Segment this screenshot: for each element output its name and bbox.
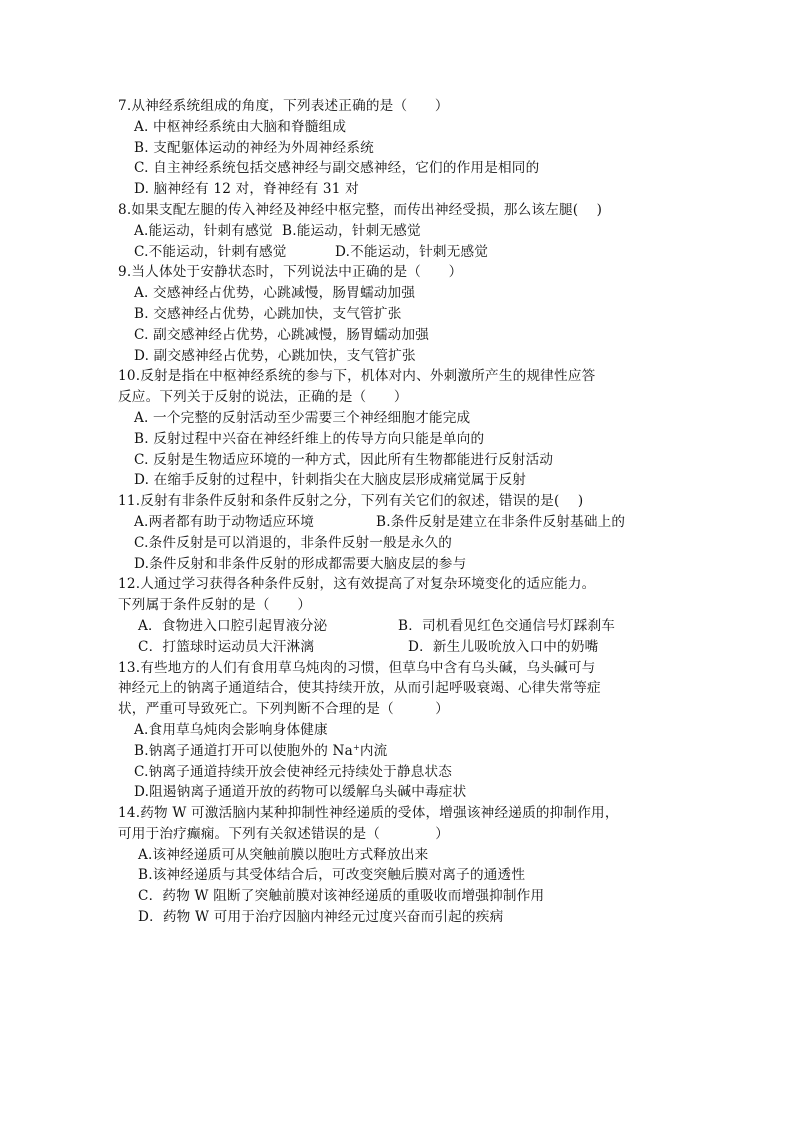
q14-stem-line1: 14.药物 W 可激活脑内某种抑制性神经递质的受体，增强该神经递质的抑制作用， [118,805,619,822]
q12-option-c: C．打篮球时运动员大汗淋漓 [138,638,315,655]
q13-stem-line1: 13.有些地方的人们有食用草乌炖肉的习惯，但草乌中含有乌头碱，乌头碱可与 [118,659,596,676]
q8-option-b: B.能运动，针刺无感觉 [282,222,421,239]
q12-option-a: A．食物进入口腔引起胃液分泌 [138,617,328,634]
q12-options-row1 [118,616,678,637]
q7-option-a: A. 中枢神经系统由大脑和脊髓组成 [134,118,347,135]
q9-option-c: C. 副交感神经占优势，心跳减慢，肠胃蠕动加强 [134,326,430,343]
q13-option-b-tail: 内流 [359,742,388,759]
q10-option-b: B. 反射过程中兴奋在神经纤维上的传导方向只能是单向的 [134,430,485,447]
q11-options-row1 [118,512,678,533]
q8-options-row1 [118,221,678,242]
q9-option-d: D. 副交感神经占优势，心跳加快，支气管扩张 [134,347,416,364]
q12-option-d: D．新生儿吸吮放入口中的奶嘴 [408,638,599,655]
q14-option-d: D．药物 W 可用于治疗因脑内神经元过度兴奋而引起的疾病 [138,909,504,926]
q12-options-row2 [118,637,678,658]
q7-option-d: D. 脑神经有 12 对，脊神经有 31 对 [134,181,359,198]
q10-option-a: A. 一个完整的反射活动至少需要三个神经细胞才能完成 [134,409,471,426]
q9-option-b: B. 交感神经占优势，心跳加快，支气管扩张 [134,305,402,322]
q7-stem: 7.从神经系统组成的角度，下列表述正确的是（ ） [118,98,449,114]
q7-option-c: C. 自主神经系统包括交感神经与副交感神经，它们的作用是相同的 [134,160,540,177]
q13-option-c: C.钠离子通道持续开放会使神经元持续处于静息状态 [134,763,453,780]
q13-stem-line2: 神经元上的钠离子通道结合，使其持续开放，从而引起呼吸衰竭、心律失常等症 [118,680,601,697]
q11-option-c: C.条件反射是可以消退的，非条件反射一般是永久的 [134,534,453,551]
q11-option-b: B.条件反射是建立在非条件反射基础上的 [376,513,626,530]
q14-option-a: A.该神经递质可从突触前膜以胞吐方式释放出来 [138,846,429,863]
question-list [118,96,678,928]
q13-option-b-text: B.钠离子通道打开可以使胞外的 Na [134,742,353,759]
q12-option-b: B．司机看见红色交通信号灯踩刹车 [398,617,616,634]
q13-option-b [118,741,678,762]
q11-option-a: A.两者都有助于动物适应环境 [134,513,315,530]
q14-option-b: B.该神经递质与其受体结合后，可改变突触后膜对离子的通透性 [138,867,526,884]
q9-option-a: A. 交感神经占优势，心跳减慢，肠胃蠕动加强 [134,285,416,302]
q14-option-c: C．药物 W 阻断了突触前膜对该神经递质的重吸收而增强抑制作用 [138,888,545,905]
q10-stem-line2: 反应。下列关于反射的说法，正确的是（ ） [118,389,408,406]
q11-stem: 11.反射有非条件反射和条件反射之分，下列有关它们的叙述，错误的是( ) [118,493,584,510]
q13-option-a: A.食用草乌炖肉会影响身体健康 [134,721,328,738]
q8-stem: 8.如果支配左腿的传入神经及神经中枢完整，而传出神经受损，那么该左腿( ) [118,201,603,218]
q13-option-b-superscript: + [352,742,360,752]
q14-stem-line2: 可用于治疗癫痫。下列有关叙述错误的是（ ） [118,825,450,842]
q12-stem-line2: 下列属于条件反射的是（ ） [118,597,312,614]
q11-option-d: D.条件反射和非条件反射的形成都需要大脑皮层的参与 [134,555,467,572]
q8-option-a: A.能运动，针刺有感觉 [134,222,273,239]
q10-option-c: C. 反射是生物适应环境的一种方式，因此所有生物都能进行反射活动 [134,451,554,468]
q12-stem-line1: 12.人通过学习获得各种条件反射，这有效提高了对复杂环境变化的适应能力。 [118,576,596,593]
q10-stem-line1: 10.反射是指在中枢神经系统的参与下，机体对内、外刺激所产生的规律性应答 [118,368,596,385]
q10-option-d: D. 在缩手反射的过程中，针刺指尖在大脑皮层形成痛觉属于反射 [134,472,527,489]
q13-option-d: D.阻遏钠离子通道开放的药物可以缓解乌头碱中毒症状 [134,784,467,801]
q9-stem: 9.当人体处于安静状态时，下列说法中正确的是（ ） [118,264,463,281]
q8-option-d: D.不能运动，针刺无感觉 [335,243,489,260]
q8-options-row2 [118,242,678,263]
q7-option-b: B. 支配躯体运动的神经为外周神经系统 [134,139,374,156]
q8-option-c: C.不能运动，针刺有感觉 [134,243,287,260]
q13-stem-line3: 状，严重可导致死亡。下列判断不合理的是（ ） [118,701,450,718]
